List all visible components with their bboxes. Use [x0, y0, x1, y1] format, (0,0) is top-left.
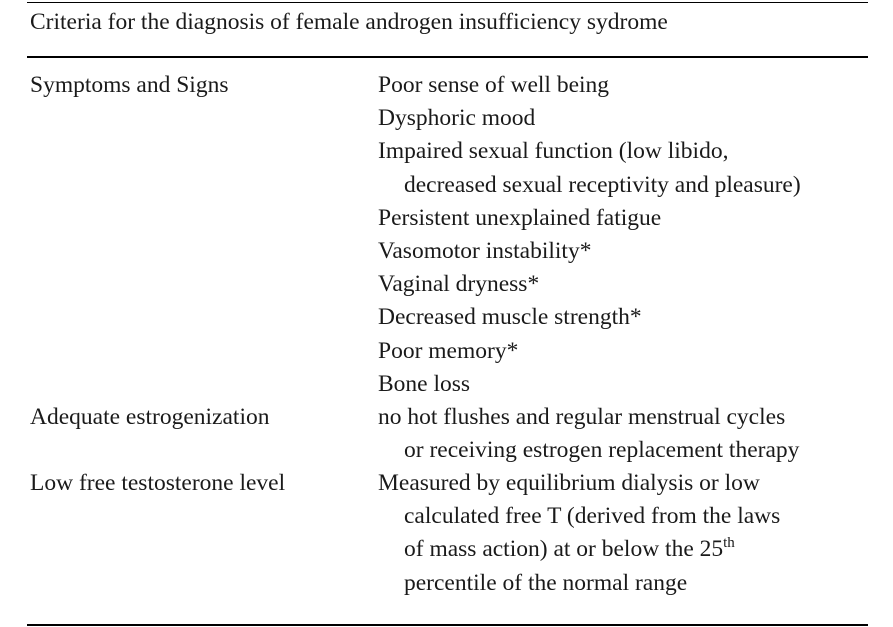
- table-caption: Criteria for the diagnosis of female androgen insufficiency sydrome: [30, 9, 668, 35]
- criteria-list-testosterone: [378, 467, 780, 600]
- item-text: Poor memory*: [378, 337, 519, 364]
- item-text: Vasomotor instability*: [378, 238, 592, 265]
- list-item: [378, 401, 799, 467]
- item-text: Measured by equilibrium dialysis or low: [378, 470, 760, 496]
- table-top-rule: [27, 2, 868, 3]
- item-text: Persistent unexplained fatigue: [378, 204, 662, 231]
- item-continuation: decreased sexual receptivity and pleasure): [404, 171, 801, 198]
- item-text: no hot flushes and regular menstrual cycles: [378, 404, 786, 430]
- list-item: [378, 69, 801, 102]
- item-text: Dysphoric mood: [378, 105, 536, 132]
- ordinal-superscript: th: [723, 535, 735, 552]
- item-continuation: [378, 533, 780, 566]
- item-text: Poor sense of well being: [378, 72, 610, 98]
- table-header-rule: [27, 56, 868, 58]
- list-item: [378, 202, 801, 235]
- item-text: Impaired sexual function (low libido,: [378, 138, 729, 165]
- item-text: Bone loss: [378, 370, 471, 397]
- item-text: of mass action) at or below the 25: [404, 536, 724, 563]
- item-text: Decreased muscle strength*: [378, 304, 642, 331]
- list-item: [378, 335, 801, 368]
- row-label-estrogenization: Adequate estrogenization: [30, 404, 270, 430]
- item-text: Vaginal dryness*: [378, 271, 540, 298]
- item-continuation: percentile of the normal range: [404, 569, 688, 596]
- list-item: [378, 301, 801, 334]
- row-label-testosterone: Low free testosterone level: [30, 470, 286, 496]
- item-continuation: calculated free T (derived from the laws: [404, 503, 781, 530]
- list-item: [378, 135, 801, 201]
- list-item: [378, 368, 801, 401]
- item-continuation: or receiving estrogen replacement therapy: [404, 437, 800, 464]
- criteria-list-symptoms: [378, 69, 801, 401]
- list-item: [378, 268, 801, 301]
- list-item: [378, 467, 780, 600]
- row-label-symptoms: Symptoms and Signs: [30, 72, 229, 98]
- table-bottom-rule: [27, 624, 868, 626]
- criteria-list-estrogenization: [378, 401, 799, 467]
- list-item: [378, 102, 801, 135]
- list-item: [378, 235, 801, 268]
